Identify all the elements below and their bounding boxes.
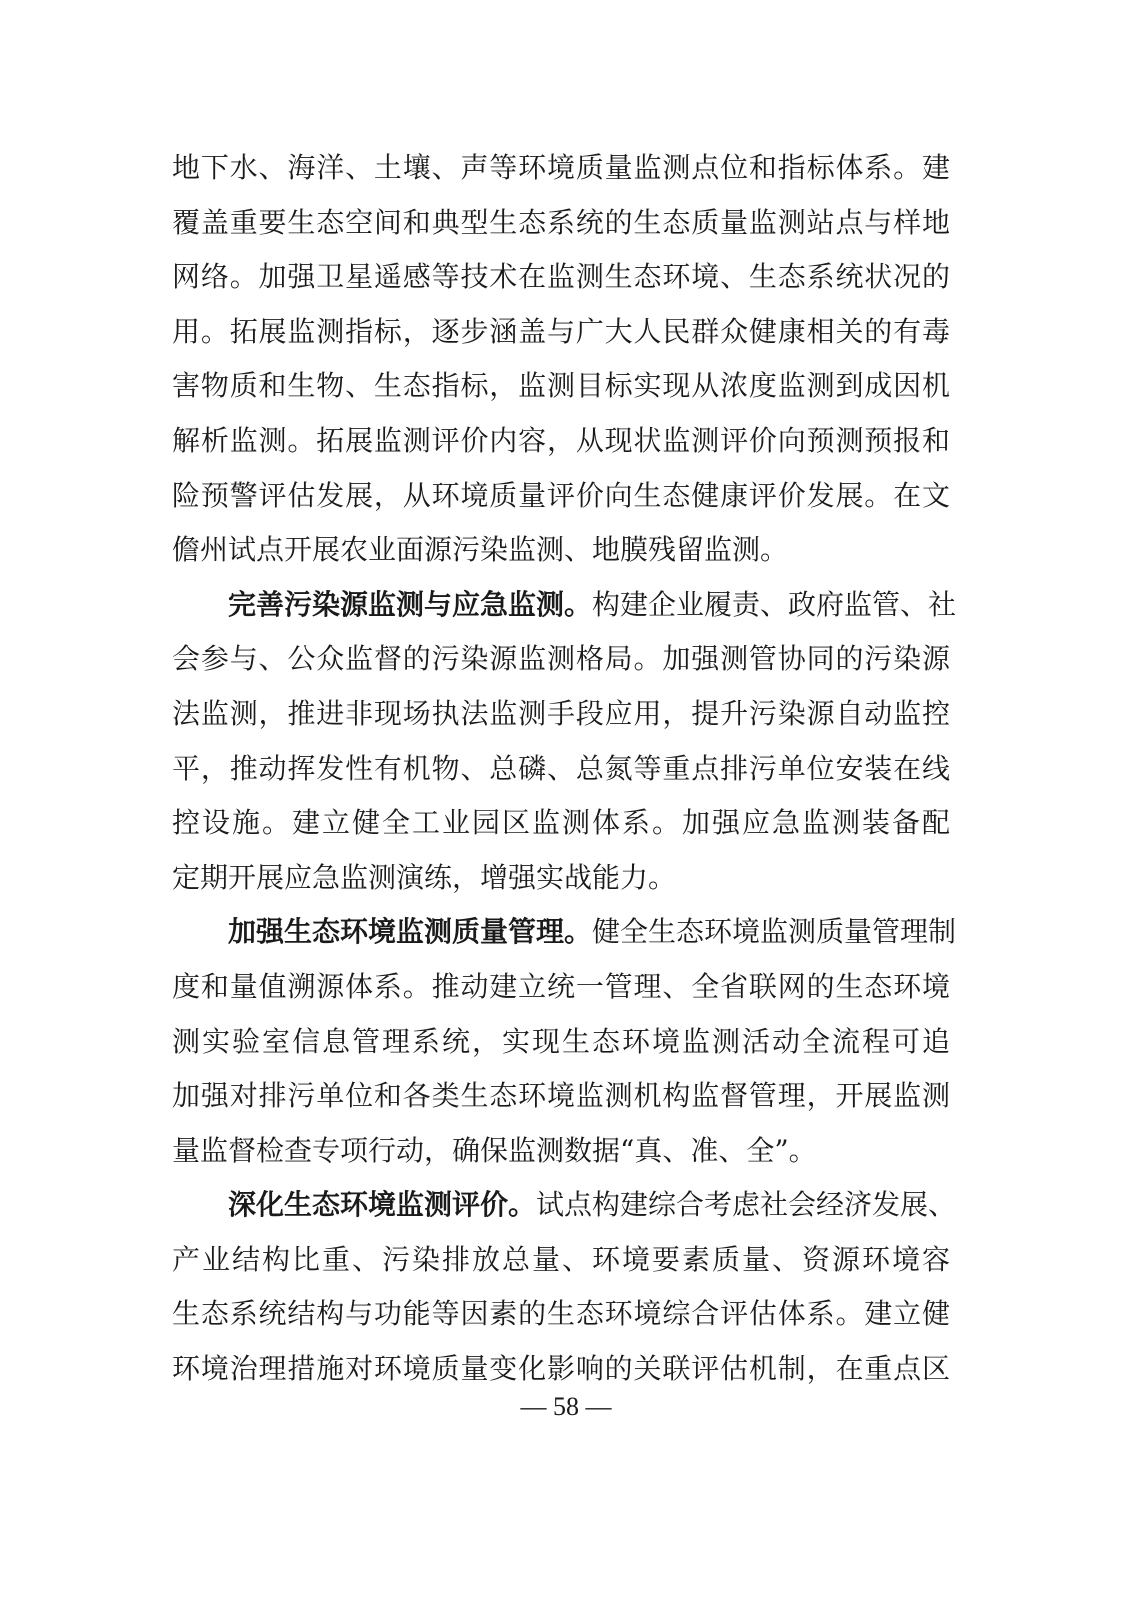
text-line: 环境治理措施对环境质量变化影响的关联评估机制，在重点区: [172, 1352, 950, 1386]
paragraph-first-line: [172, 578, 957, 633]
text-line: 构建企业履责、政府监管、社: [592, 587, 957, 621]
paragraph-first-line: [172, 905, 957, 960]
section-heading: 完善污染源监测与应急监测。: [228, 587, 593, 621]
section-heading: 深化生态环境监测评价。: [228, 1188, 537, 1222]
section-heading: 加强生态环境监测质量管理。: [228, 915, 593, 949]
text-line: 平，推动挥发性有机物、总磷、总氮等重点排污单位安装在线: [172, 751, 950, 785]
paragraph-first-line: [172, 1178, 957, 1233]
text-line: 覆盖重要生态空间和典型生态系统的生态质量监测站点与样地: [172, 205, 950, 239]
text-line: 测实验室信息管理系统，实现生态环境监测活动全流程可追: [172, 1024, 950, 1058]
text-line: 害物质和生物、生态指标，监测目标实现从浓度监测到成因机: [172, 369, 950, 403]
text-line: 定期开展应急监测演练，增强实战能力。: [172, 860, 677, 894]
text-line: 儋州试点开展农业面源污染监测、地膜残留监测。: [172, 533, 789, 567]
text-line: 网络。加强卫星遥感等技术在监测生态环境、生态系统状况的: [172, 260, 950, 294]
body-text: [172, 141, 957, 1397]
text-line: 解析监测。拓展监测评价内容，从现状监测评价向预测预报和: [172, 423, 950, 457]
text-line: 加强对排污单位和各类生态环境监测机构监督管理，开展监测: [172, 1079, 950, 1113]
text-line: 生态系统结构与功能等因素的生态环境综合评估体系。建立健: [172, 1297, 950, 1331]
text-line: 会参与、公众监督的污染源监测格局。加强测管协同的污染源: [172, 642, 950, 676]
text-line: 险预警评估发展，从环境质量评价向生态健康评价发展。在文: [172, 478, 950, 512]
text-line: 试点构建综合考虑社会经济发展、: [536, 1188, 957, 1222]
text-line: 法监测，推进非现场执法监测手段应用，提升污染源自动监控: [172, 696, 950, 730]
text-line: 用。拓展监测指标，逐步涵盖与广大人民群众健康相关的有毒: [172, 314, 950, 348]
text-line: 度和量值溯源体系。推动建立统一管理、全省联网的生态环境: [172, 969, 950, 1003]
text-line: 控设施。建立健全工业园区监测体系。加强应急监测装备配: [172, 806, 950, 840]
page-number: — 58 —: [520, 1392, 612, 1421]
text-line: 产业结构比重、污染排放总量、环境要素质量、资源环境容: [172, 1242, 950, 1276]
text-line: 地下水、海洋、土壤、声等环境质量监测点位和指标体系。建: [172, 151, 950, 184]
text-line: 量监督检查专项行动，确保监测数据“真、准、全”。: [172, 1133, 817, 1167]
text-line: 健全生态环境监测质量管理制: [592, 915, 957, 949]
